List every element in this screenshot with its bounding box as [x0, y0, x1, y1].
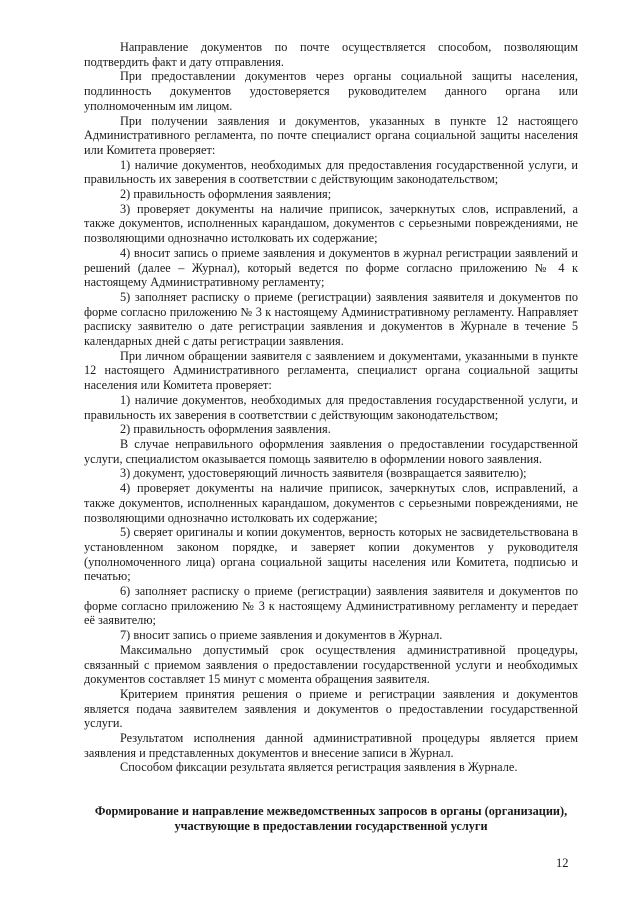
page-number: 12: [556, 856, 569, 870]
list-item: 2) правильность оформления заявления.: [120, 422, 331, 437]
list-item: 7) вносит запись о приеме заявления и документов в Журнал.: [120, 628, 443, 643]
list-item: 3) документ, удостоверяющий личность заявителя (возвращается заявителю);: [120, 466, 527, 481]
paragraph: Способом фиксации результата является регистрация заявления в Журнале.: [120, 760, 518, 775]
section-heading: Формирование и направление межведомственных запросов в органы (организации), участвующие в предоставлении государственной услуги: [94, 804, 568, 833]
paragraph: Максимально допустимый срок осуществления административной процедуры, связанный с приемом заявления о предоставлении государственной услуги и необходимых документов составляет 15 минут с момента обращения заявителя.: [84, 642, 578, 687]
list-item: 5) сверяет оригиналы и копии документов, верность которых не засвидетельствована в установленном законом порядке, и заверяет копии документов у руководителя (уполномоченного лица) органа социальной защиты населения или Комитета, подписью и печатью;: [84, 525, 578, 584]
list-item: 3) проверяет документы на наличие приписок, зачеркнутых слов, исправлений, а также документов, исполненных карандашом, документов с серьезными повреждениями, не позволяющими однозначно истолковать их содержание;: [84, 201, 578, 246]
paragraph: В случае неправильного оформления заявления о предоставлении государственной услуги, специалистом оказывается помощь заявителю в оформлении нового заявления.: [84, 436, 578, 466]
list-item: 1) наличие документов, необходимых для предоставления государственной услуги, и правильность их заверения в соответствии с действующим законодательством;: [84, 392, 578, 422]
list-item: 6) заполняет расписку о приеме (регистрации) заявления заявителя и документов по форме согласно приложению № 3 к настоящему Административному регламенту и передает её заявителю;: [84, 584, 578, 628]
paragraph: Результатом исполнения данной административной процедуры является прием заявления и представленных документов и внесение записи в Журнал.: [84, 731, 578, 760]
list-item: 5) заполняет расписку о приеме (регистрации) заявления заявителя и документов по форме согласно приложению № 3 к настоящему Административному регламенту. Направляет расписку заявителю о дате регистрации заявления и документов в Журнале в течение 5 календарных дней с даты регистрации заявления.: [84, 289, 578, 349]
list-item: 4) проверяет документы на наличие приписок, зачеркнутых слов, исправлений, а также документов, исполненных карандашом, документов с серьезными повреждениями, не позволяющими однозначно истолковать их содержание;: [84, 481, 578, 525]
list-item: 4) вносит запись о приеме заявления и документов в журнал регистрации заявлений и решений (далее – Журнал), который ведется по форме согласно приложению № 4 к настоящему Административному регламенту;: [84, 245, 578, 290]
list-item: 2) правильность оформления заявления;: [120, 187, 332, 202]
paragraph: При личном обращении заявителя с заявлением и документами, указанными в пункте 12 настоящего Административного регламента, специалист органа социальной защиты населения или Комитета проверяет:: [84, 348, 578, 393]
paragraph: Направление документов по почте осуществляется способом, позволяющим подтвердить факт и дату отправления.: [84, 40, 578, 69]
paragraph: При получении заявления и документов, указанных в пункте 12 настоящего Административного регламента, по почте специалист органа социальной защиты населения или Комитета проверяет:: [84, 113, 578, 157]
paragraph: При предоставлении документов через органы социальной защиты населения, подлинность документов удостоверяется руководителем данного органа или уполномоченным им лицом.: [84, 69, 578, 113]
document-page: [84, 40, 578, 834]
list-item: 1) наличие документов, необходимых для предоставления государственной услуги, и правильность их заверения в соответствии с действующим законодательством;: [84, 157, 578, 187]
paragraph: Критерием принятия решения о приеме и регистрации заявления и документов является подача заявителем заявления и документов о предоставлении государственной услуги.: [84, 686, 578, 731]
